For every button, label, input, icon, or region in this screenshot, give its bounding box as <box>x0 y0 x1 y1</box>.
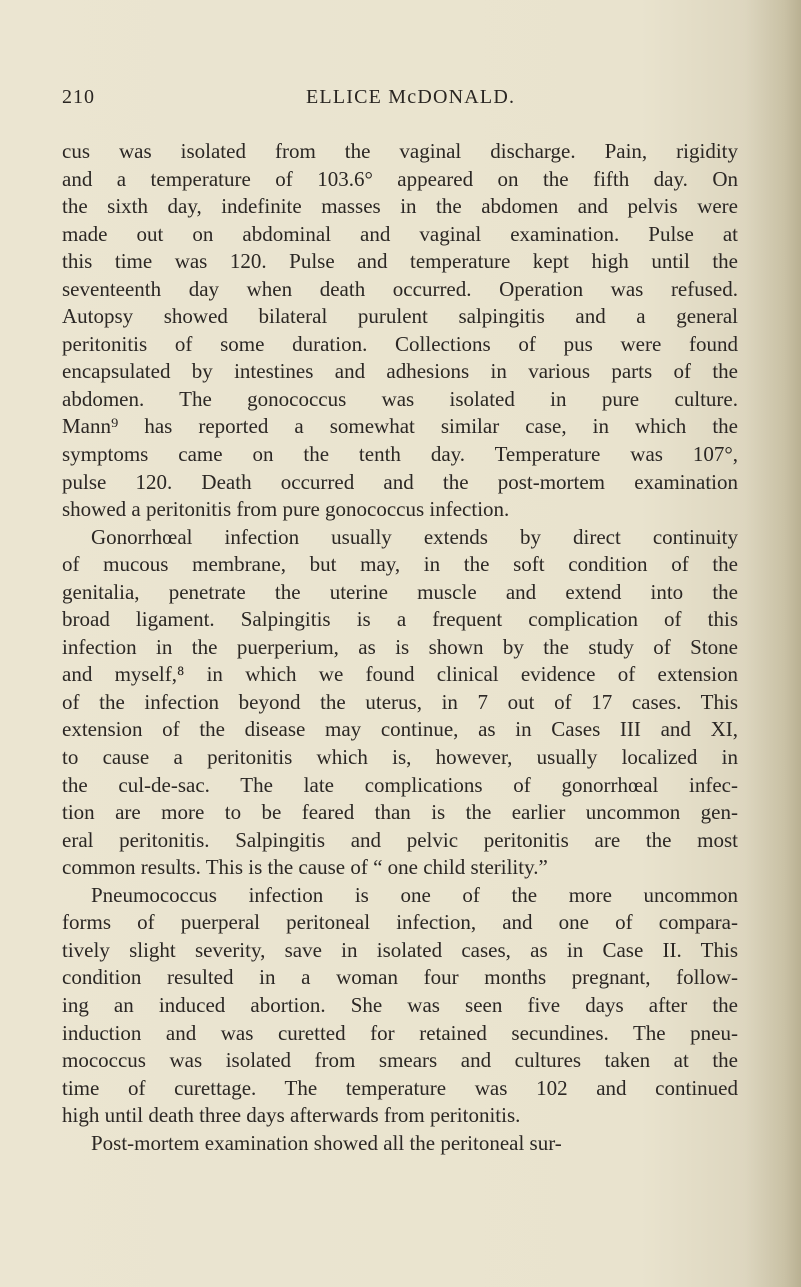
text-line: to cause a peritonitis which is, however, usually localized in <box>62 745 738 770</box>
text-line: Mann⁹ has reported a somewhat similar case, in which the <box>62 414 738 439</box>
text-line: Pneumococcus infection is one of the more uncommon <box>91 882 738 907</box>
text-line: peritonitis of some duration. Collections of pus were found <box>62 331 738 356</box>
text-line: extension of the disease may continue, as in Cases III and XI, <box>62 717 738 742</box>
text-line: pulse 120. Death occurred and the post-mortem examination <box>62 469 738 494</box>
text-line: tion are more to be feared than is the earlier uncommon gen- <box>62 800 738 825</box>
text-line: mococcus was isolated from smears and cultures taken at the <box>62 1048 738 1073</box>
text-line: induction and was curetted for retained secundines. The pneu- <box>62 1020 738 1045</box>
page-header <box>0 86 801 116</box>
text-line: Gonorrhœal infection usually extends by direct continuity <box>91 524 738 549</box>
text-line: common results. This is the cause of “ one child sterility.” <box>62 855 548 880</box>
text-line: broad ligament. Salpingitis is a frequent complication of this <box>62 607 738 632</box>
text-line: this time was 120. Pulse and temperature kept high until the <box>62 249 738 274</box>
text-line: condition resulted in a woman four months pregnant, follow- <box>62 965 738 990</box>
text-line: the sixth day, indefinite masses in the abdomen and pelvis were <box>62 194 738 219</box>
text-line: of mucous membrane, but may, in the soft condition of the <box>62 552 738 577</box>
text-line: tively slight severity, save in isolated cases, as in Case II. This <box>62 937 738 962</box>
body-text <box>62 138 738 1157</box>
text-line: ing an induced abortion. She was seen five days after the <box>62 992 738 1017</box>
text-line: made out on abdominal and vaginal examination. Pulse at <box>62 221 738 246</box>
text-line: of the infection beyond the uterus, in 7 out of 17 cases. This <box>62 689 738 714</box>
text-line: Post-mortem examination showed all the peritoneal sur- <box>91 1130 562 1155</box>
text-line: Autopsy showed bilateral purulent salpingitis and a general <box>62 304 738 329</box>
running-head: ELLICE McDONALD. <box>306 86 516 108</box>
text-line: showed a peritonitis from pure gonococcus infection. <box>62 497 510 522</box>
text-line: time of curettage. The temperature was 102 and continued <box>62 1075 738 1100</box>
text-line: abdomen. The gonococcus was isolated in pure culture. <box>62 386 738 411</box>
text-line: seventeenth day when death occurred. Operation was refused. <box>62 276 738 301</box>
text-line: high until death three days afterwards from peritonitis. <box>62 1103 521 1128</box>
text-line: genitalia, penetrate the uterine muscle and extend into the <box>62 579 738 604</box>
text-line: eral peritonitis. Salpingitis and pelvic peritonitis are the most <box>62 827 738 852</box>
text-line: the cul-de-sac. The late complications of gonorrhœal infec- <box>62 772 738 797</box>
text-line: infection in the puerperium, as is shown by the study of Stone <box>62 634 738 659</box>
text-line: cus was isolated from the vaginal discharge. Pain, rigidity <box>62 139 738 163</box>
text-line: and a temperature of 103.6° appeared on the fifth day. On <box>62 166 738 191</box>
text-line: forms of puerperal peritoneal infection, and one of compara- <box>62 910 738 935</box>
text-line: and myself,⁸ in which we found clinical evidence of extension <box>62 662 738 687</box>
page-number: 210 <box>62 86 95 108</box>
text-line: encapsulated by intestines and adhesions in various parts of the <box>62 359 738 384</box>
text-line: symptoms came on the tenth day. Temperature was 107°, <box>62 442 738 467</box>
